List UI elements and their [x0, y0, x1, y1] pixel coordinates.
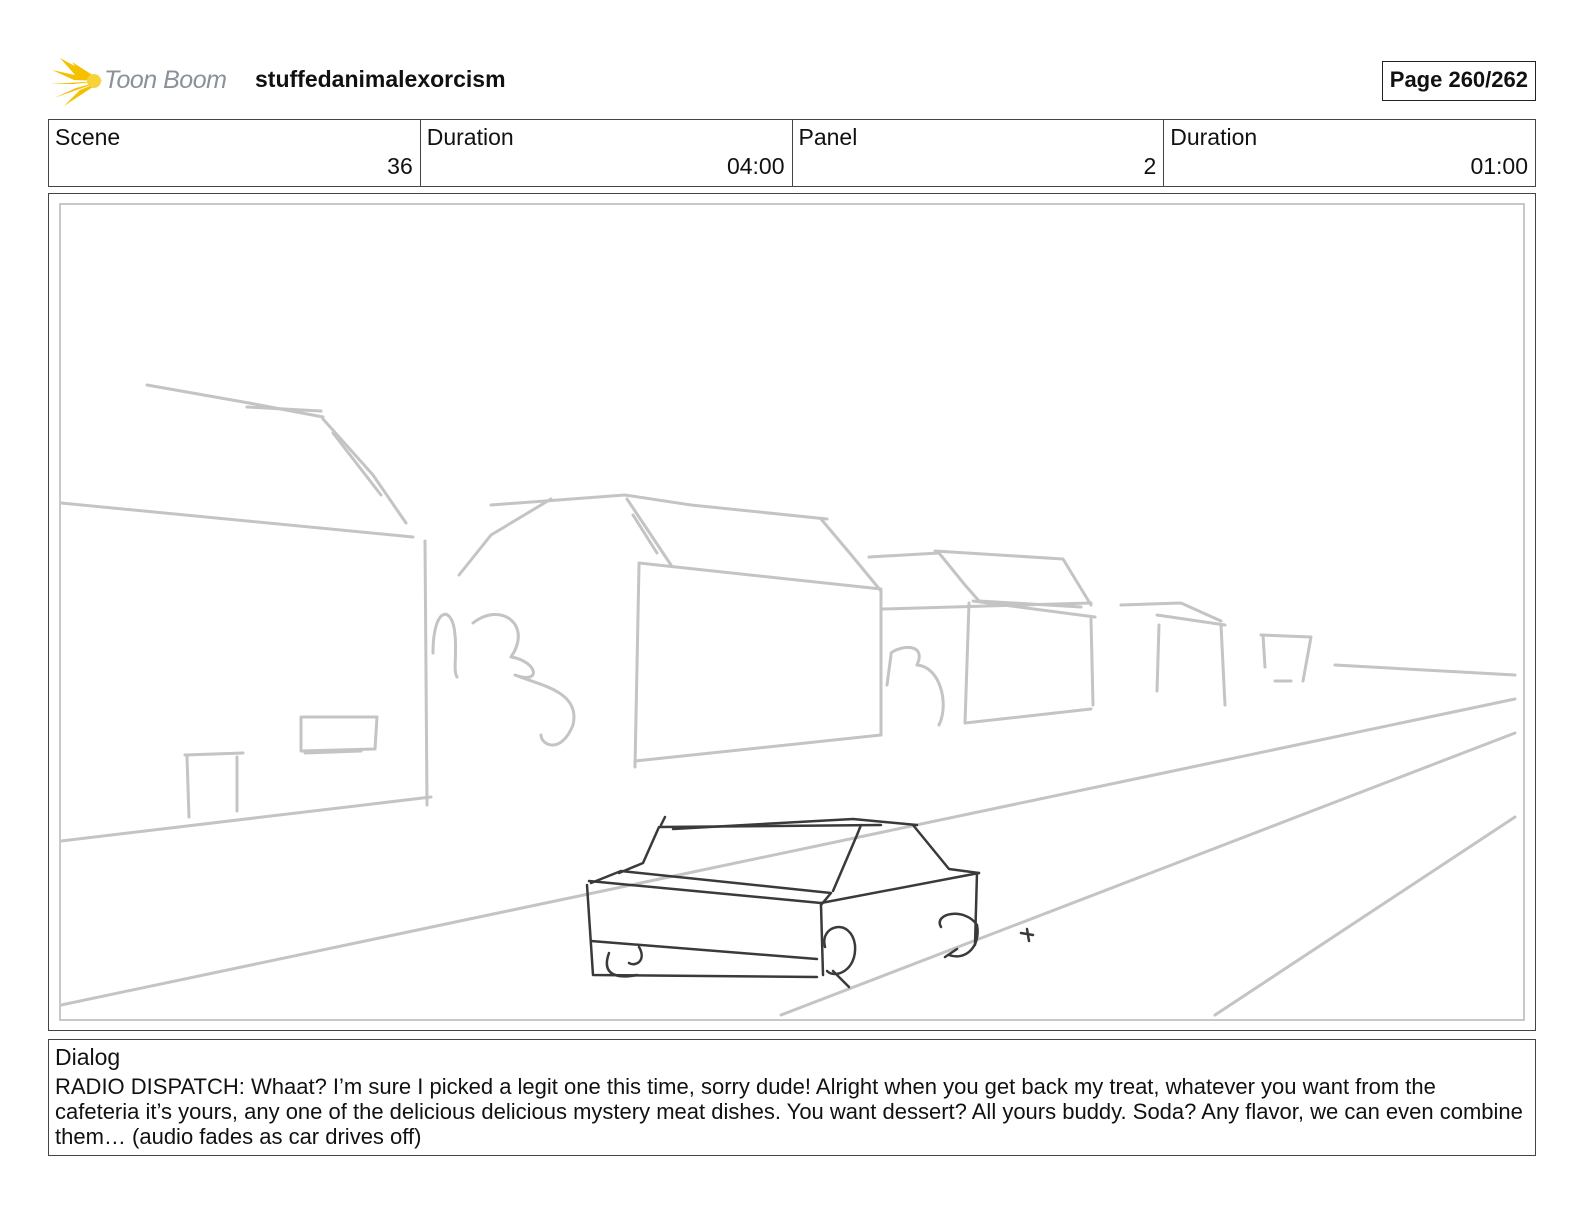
- page-header: [50, 52, 1536, 108]
- sketch-car-driving-down-street-icon: [61, 205, 1523, 1019]
- dialog-label: Dialog: [55, 1044, 121, 1070]
- dialog-text: RADIO DISPATCH: Whaat? I’m sure I picked a legit one this time, sorry dude! Alright when you get back my treat, whatever you want from the cafeteria it’s yours, any one of the delicious delicious mystery meat dishes. You want dessert? All yours buddy. Soda? Any flavor, we can even combine them… (audio fades as car drives off): [55, 1074, 1523, 1149]
- panel-duration-label: Duration: [1170, 124, 1258, 150]
- panel-label: Panel: [798, 124, 858, 150]
- panel-cell: [793, 120, 1165, 186]
- dialog-box: [48, 1039, 1536, 1156]
- page-number: Page 260/262: [1382, 61, 1536, 101]
- scene-duration-cell: [421, 120, 793, 186]
- panel-duration-value: 01:00: [1470, 153, 1528, 179]
- scene-label: Scene: [55, 124, 121, 150]
- scene-duration-value: 04:00: [726, 153, 785, 179]
- panel-value: 2: [1143, 153, 1157, 179]
- scene-duration-label: Duration: [426, 124, 514, 150]
- scene-cell: [49, 120, 421, 186]
- project-title: stuffedanimalexorcism: [255, 66, 506, 92]
- sunburst-logo-icon: [50, 54, 106, 108]
- scene-info-table: [48, 119, 1536, 187]
- scene-value: 36: [387, 153, 413, 179]
- panel-duration-cell: [1164, 120, 1535, 186]
- toon-boom-logo: [50, 54, 240, 108]
- panel-frame: [48, 193, 1536, 1031]
- logo-text: Toon Boom: [104, 66, 227, 94]
- panel-image: [59, 203, 1525, 1021]
